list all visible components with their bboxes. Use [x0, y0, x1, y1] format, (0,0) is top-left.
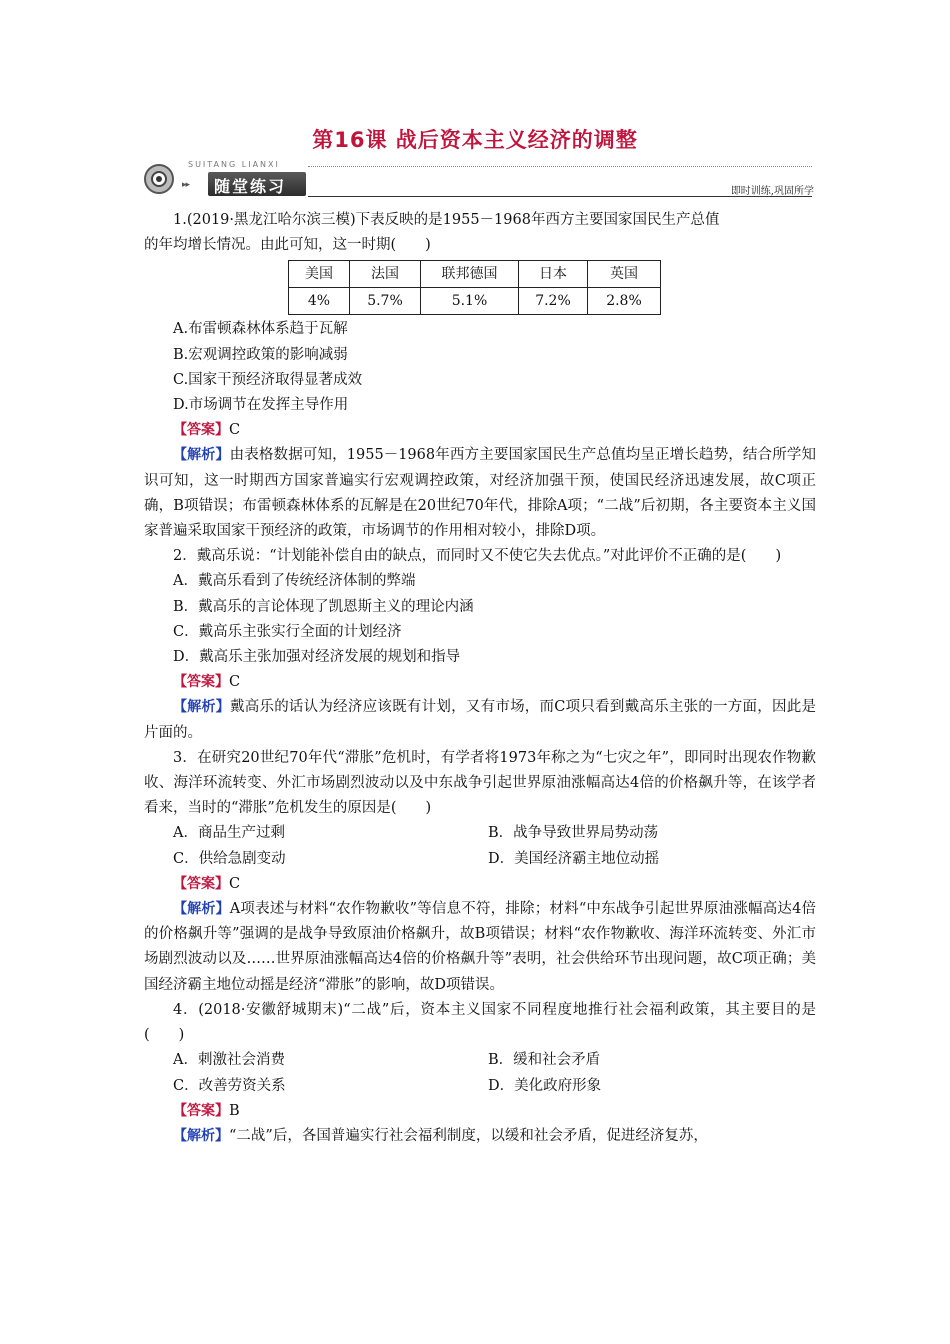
option-d: D.市场调节在发挥主导作用 [173, 397, 349, 414]
answer-value: C [229, 674, 241, 691]
explanation-tag: 【解析】 [173, 901, 230, 918]
table-cell: 5.1% [421, 288, 519, 315]
options-row [144, 847, 816, 872]
question-1-stem-line1: 1.(2019·黑龙江哈尔滨三模)下表反映的是1955－1968年西方主要国家国民生产总值 [173, 212, 720, 228]
question-4-stem: 4．(2018·安徽舒城期末)“二战”后，资本主义国家不同程度地推行社会福利政策，其主要目的是( ) [144, 1001, 816, 1044]
explanation [144, 1124, 816, 1149]
answer-value: C [229, 422, 241, 439]
option-b: B．战争导致世界局势动荡 [488, 825, 659, 842]
option-c: C．改善劳资关系 [173, 1077, 286, 1094]
table-cell: 5.7% [350, 288, 421, 315]
options-row [144, 821, 816, 846]
options-row [144, 1074, 816, 1099]
divider [308, 166, 812, 167]
answer-line [144, 872, 816, 897]
options-row [144, 1048, 816, 1073]
option-d: D．美国经济霸主地位动摇 [488, 850, 660, 867]
option-b: B．戴高乐的言论体现了凯恩斯主义的理论内涵 [173, 598, 474, 615]
option-a: A．刺激社会消费 [173, 1052, 285, 1069]
option-a: A.布雷顿森林体系趋于瓦解 [173, 321, 348, 338]
table-header-cell: 联邦德国 [421, 261, 519, 288]
table-header-cell: 日本 [519, 261, 588, 288]
banner-tagline: 即时训练,巩固所学 [730, 186, 814, 197]
gdp-growth-table [288, 260, 661, 315]
option-b: B.宏观调控政策的影响减弱 [173, 346, 348, 363]
answer-line [144, 418, 816, 443]
explanation [144, 443, 816, 544]
explanation-text: 由表格数据可知，1955－1968年西方主要国家国民生产总值均呈正增长趋势，结合所学知识可知，这一时期西方国家普遍实行宏观调控政策，对经济加强干预，使国民经济迅速发展，故C项正确，B项错误；布雷顿森林体系的瓦解是在20世纪70年代，排除A项；“二战”后初期，各主要资本主义国家普遍采取国家干预经济的政策，市场调节的作用相对较小，排除D项。 [144, 447, 816, 540]
explanation-text: 戴高乐的话认为经济应该既有计划，又有市场，而C项只看到戴高乐主张的一方面，因此是片面的。 [144, 699, 816, 741]
banner-label: 随堂练习 [214, 177, 287, 196]
answer-line [144, 670, 816, 695]
answer-tag: 【答案】 [173, 875, 229, 892]
explanation-text: A项表述与材料“农作物歉收”等信息不符，排除；材料“中东战争引起世界原油涨幅高达4倍的价格飙升等”强调的是战争导致原油价格飙升，故B项错误；材料“农作物歉收、海洋环流转变、外汇市场剧烈波动以及……世界原油涨幅高达4倍的价格飙升等”表明，社会供给环节出现问题，故C项正确；美国经济霸主地位动摇是经济“滞胀”的影响，故D项错误。 [144, 901, 816, 993]
explanation-tag: 【解析】 [173, 699, 230, 716]
answer-tag: 【答案】 [173, 674, 229, 691]
option-d: D．戴高乐主张加强对经济发展的规划和指导 [173, 649, 461, 666]
question-2-stem: 2．戴高乐说：“计划能补偿自由的缺点，而同时又不使它失去优点。”对此评价不正确的是( ) [173, 548, 782, 565]
answer-tag: 【答案】 [173, 422, 229, 439]
page-title: 第16课 战后资本主义经济的调整 [312, 128, 638, 152]
answer-value: B [229, 1102, 240, 1119]
answer-tag: 【答案】 [173, 1102, 229, 1119]
option-b: B．缓和社会矛盾 [488, 1052, 601, 1069]
explanation-tag: 【解析】 [173, 1127, 229, 1144]
table-cell: 7.2% [519, 288, 588, 315]
question-1-stem-line2: 的年均增长情况。由此可知，这一时期( ) [144, 237, 431, 254]
section-banner [138, 158, 814, 200]
answer-line [144, 1099, 816, 1124]
exercise-content [144, 208, 816, 1149]
table-cell: 2.8% [588, 288, 661, 315]
option-d: D．美化政府形象 [488, 1077, 602, 1094]
arrow-icon: ▸▸ [182, 180, 190, 190]
table-header-cell: 法国 [350, 261, 421, 288]
explanation [144, 897, 816, 998]
table-cell: 4% [289, 288, 350, 315]
explanation [144, 695, 816, 745]
option-c: C.国家干预经济取得显著成效 [173, 371, 363, 388]
option-c: C．戴高乐主张实行全面的计划经济 [173, 623, 402, 640]
option-c: C．供给急剧变动 [173, 850, 286, 867]
option-a: A．戴高乐看到了传统经济体制的弊端 [173, 573, 416, 590]
table-header-cell: 美国 [289, 261, 350, 288]
explanation-tag: 【解析】 [173, 447, 230, 464]
table-header-cell: 英国 [588, 261, 661, 288]
answer-value: C [229, 875, 241, 892]
explanation-text: “二战”后，各国普遍实行社会福利制度，以缓和社会矛盾，促进经济复苏， [229, 1127, 708, 1144]
gear-icon [142, 162, 176, 196]
banner-english: SUITANG LIANXI [188, 160, 280, 169]
option-a: A．商品生产过剩 [173, 825, 285, 842]
question-3-stem: 3．在研究20世纪70年代“滞胀”危机时，有学者将1973年称之为“七灾之年”，即同时出现农作物歉收、海洋环流转变、外汇市场剧烈波动以及中东战争引起世界原油涨幅高达4倍的价格飙升等，在该学者看来，当时的“滞胀”危机发生的原因是( ) [144, 749, 816, 817]
